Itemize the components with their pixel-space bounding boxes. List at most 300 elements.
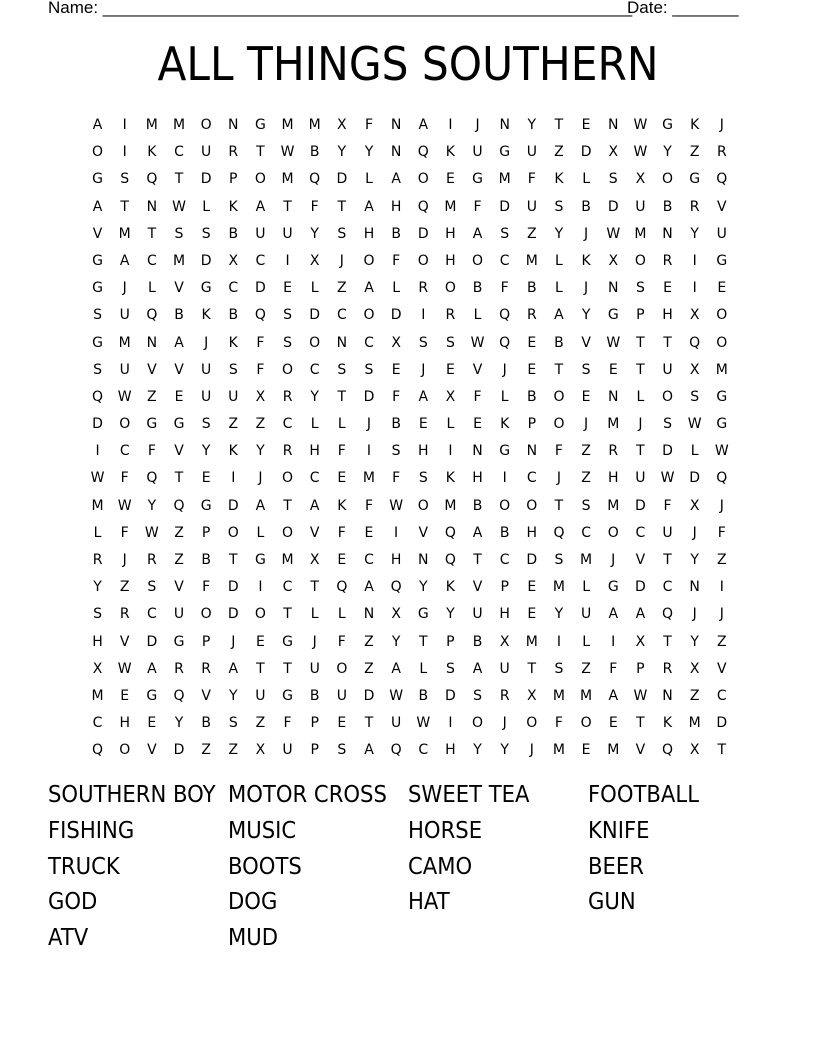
- grid-letter: A: [608, 606, 619, 623]
- grid-letter: U: [201, 361, 212, 378]
- grid-letter: N: [146, 334, 158, 351]
- grid-letter: E: [391, 361, 401, 378]
- grid-letter: G: [607, 307, 619, 324]
- grid-letter: P: [229, 171, 238, 188]
- grid-letter: B: [581, 198, 591, 215]
- grid-letter: F: [392, 388, 401, 405]
- grid-letter: M: [634, 225, 647, 242]
- grid-letter: X: [255, 388, 266, 405]
- grid-letter: C: [282, 416, 293, 433]
- grid-letter: L: [582, 633, 590, 650]
- grid-letter: A: [255, 497, 266, 514]
- grid-letter: L: [473, 307, 482, 324]
- grid-letter: S: [201, 225, 211, 242]
- grid-letter: A: [364, 198, 374, 215]
- worksheet-header: [48, 0, 748, 22]
- grid-letter: S: [445, 334, 455, 351]
- grid-letter: V: [309, 524, 320, 541]
- grid-letter: J: [584, 416, 589, 433]
- date-field-label: Date: _______: [627, 0, 739, 17]
- grid-letter: N: [472, 443, 483, 460]
- grid-letter: U: [119, 307, 130, 324]
- grid-letter: B: [662, 198, 673, 215]
- grid-letter: E: [201, 470, 211, 487]
- grid-letter: E: [473, 416, 482, 433]
- grid-letter: I: [258, 579, 263, 596]
- grid-letter: J: [122, 280, 127, 297]
- grid-letter: U: [716, 225, 727, 242]
- grid-letter: G: [173, 416, 185, 433]
- grid-letter: C: [92, 715, 103, 732]
- grid-letter: Z: [581, 443, 591, 460]
- grid-letter: H: [499, 606, 510, 623]
- grid-letter: S: [418, 470, 428, 487]
- grid-letter: K: [445, 470, 455, 487]
- grid-letter: M: [607, 416, 620, 433]
- grid-letter: O: [282, 470, 294, 487]
- grid-letter: H: [390, 198, 402, 215]
- grid-letter: S: [473, 687, 482, 704]
- grid-letter: A: [472, 225, 483, 242]
- grid-letter: C: [336, 307, 347, 324]
- grid-letter: Y: [554, 225, 564, 242]
- grid-letter: I: [448, 715, 453, 732]
- grid-letter: W: [606, 334, 621, 351]
- grid-letter: J: [502, 715, 507, 732]
- grid-letter: F: [554, 443, 563, 460]
- grid-letter: Q: [444, 552, 456, 568]
- grid-letter: T: [147, 225, 157, 242]
- grid-row: [84, 465, 736, 492]
- grid-letter: A: [147, 660, 157, 677]
- grid-letter: N: [499, 117, 510, 133]
- grid-letter: S: [93, 606, 103, 623]
- grid-letter: R: [716, 144, 727, 161]
- grid-letter: P: [201, 633, 211, 650]
- grid-letter: A: [472, 660, 483, 677]
- grid-letter: X: [309, 252, 320, 269]
- grid-letter: Q: [146, 470, 158, 487]
- grid-letter: X: [689, 361, 700, 378]
- grid-letter: C: [581, 524, 591, 541]
- grid-letter: O: [472, 252, 484, 269]
- grid-letter: D: [580, 144, 592, 161]
- grid-letter: O: [200, 117, 212, 133]
- grid-letter: Y: [473, 742, 482, 759]
- grid-letter: H: [363, 225, 375, 242]
- word-bank-item: SOUTHERN BOY: [48, 782, 216, 808]
- grid-letter: P: [201, 524, 211, 541]
- grid-letter: E: [418, 416, 428, 433]
- grid-letter: K: [690, 117, 700, 133]
- grid-letter: Z: [174, 552, 184, 568]
- grid-letter: W: [606, 225, 621, 242]
- grid-letter: I: [366, 443, 372, 460]
- grid-letter: E: [581, 388, 591, 405]
- grid-letter: D: [200, 171, 212, 188]
- grid-letter: R: [418, 280, 429, 297]
- grid-letter: E: [364, 524, 374, 541]
- grid-letter: S: [93, 361, 103, 378]
- grid-letter: X: [255, 742, 266, 759]
- grid-row: [84, 194, 736, 221]
- word-bank-item: FISHING: [48, 817, 135, 844]
- grid-row: [84, 737, 736, 764]
- grid-letter: W: [389, 497, 404, 514]
- grid-letter: T: [120, 198, 129, 215]
- grid-letter: V: [147, 361, 157, 378]
- grid-letter: N: [689, 579, 700, 596]
- grid-letter: X: [499, 633, 510, 650]
- grid-letter: O: [526, 715, 538, 732]
- grid-letter: E: [663, 280, 672, 297]
- grid-letter: Y: [581, 307, 591, 324]
- grid-letter: C: [635, 524, 646, 541]
- grid-letter: E: [337, 552, 347, 568]
- grid-letter: T: [174, 470, 184, 487]
- grid-letter: J: [502, 361, 507, 378]
- grid-letter: I: [231, 470, 236, 487]
- grid-letter: G: [92, 252, 103, 269]
- grid-letter: U: [119, 361, 130, 378]
- grid-letter: O: [634, 252, 646, 269]
- grid-letter: E: [581, 117, 591, 133]
- grid-letter: I: [692, 280, 697, 297]
- grid-letter: D: [200, 252, 212, 269]
- grid-letter: Y: [527, 117, 537, 133]
- grid-letter: H: [445, 742, 456, 759]
- grid-letter: B: [391, 416, 401, 433]
- grid-letter: M: [552, 687, 565, 704]
- grid-letter: M: [308, 117, 321, 133]
- grid-letter: C: [309, 361, 320, 378]
- grid-letter: A: [364, 742, 374, 759]
- grid-letter: G: [92, 280, 103, 297]
- grid-letter: C: [282, 579, 293, 596]
- grid-letter: S: [337, 742, 347, 759]
- grid-letter: R: [689, 198, 700, 215]
- grid-letter: U: [309, 660, 320, 677]
- grid-letter: Z: [228, 416, 239, 433]
- grid-letter: V: [174, 361, 184, 378]
- grid-letter: K: [500, 416, 510, 433]
- grid-letter: W: [633, 687, 648, 704]
- grid-letter: G: [282, 633, 293, 650]
- grid-letter: G: [92, 334, 103, 351]
- grid-letter: Q: [146, 171, 158, 188]
- grid-letter: Q: [146, 307, 158, 324]
- grid-letter: G: [173, 633, 185, 650]
- grid-letter: M: [552, 579, 565, 596]
- grid-letter: J: [692, 606, 697, 623]
- grid-letter: T: [283, 497, 292, 514]
- grid-letter: S: [608, 171, 618, 188]
- grid-letter: J: [584, 225, 589, 242]
- grid-letter: D: [634, 497, 646, 514]
- word-bank-item: FOOTBALL: [588, 782, 699, 808]
- grid-letter: O: [716, 307, 728, 324]
- grid-letter: E: [147, 715, 157, 732]
- grid-letter: U: [526, 144, 537, 161]
- grid-letter: K: [337, 497, 347, 514]
- grid-letter: E: [283, 280, 292, 297]
- grid-letter: G: [716, 252, 728, 269]
- grid-row: [84, 438, 736, 465]
- grid-row: [84, 520, 736, 547]
- grid-letter: O: [119, 742, 131, 759]
- grid-letter: E: [527, 361, 537, 378]
- grid-letter: O: [417, 171, 429, 188]
- grid-letter: N: [146, 198, 158, 215]
- grid-letter: W: [714, 443, 729, 460]
- grid-letter: T: [174, 171, 184, 188]
- grid-row: [84, 710, 736, 737]
- grid-letter: R: [282, 443, 293, 460]
- grid-letter: N: [390, 144, 402, 161]
- grid-letter: B: [554, 334, 564, 351]
- grid-letter: W: [90, 470, 105, 487]
- grid-letter: C: [418, 742, 429, 759]
- grid-letter: L: [337, 606, 346, 623]
- grid-letter: T: [256, 660, 265, 677]
- grid-letter: D: [227, 579, 239, 596]
- grid-letter: L: [337, 416, 346, 433]
- grid-letter: U: [635, 198, 646, 215]
- grid-letter: J: [556, 470, 562, 487]
- grid-letter: D: [363, 687, 375, 704]
- grid-letter: O: [417, 497, 429, 514]
- word-bank-item: CAMO: [408, 853, 473, 880]
- grid-letter: F: [717, 524, 726, 541]
- grid-letter: R: [201, 660, 211, 677]
- grid-letter: F: [120, 470, 129, 487]
- grid-letter: N: [418, 552, 429, 568]
- grid-letter: N: [608, 280, 619, 297]
- grid-letter: T: [256, 144, 265, 161]
- grid-letter: G: [716, 416, 728, 433]
- grid-letter: D: [92, 416, 103, 433]
- grid-letter: W: [117, 660, 132, 677]
- grid-letter: B: [201, 715, 211, 732]
- grid-letter: I: [448, 117, 453, 133]
- grid-letter: R: [92, 552, 103, 568]
- grid-letter: O: [282, 361, 294, 378]
- grid-letter: L: [310, 280, 319, 297]
- grid-letter: A: [174, 334, 184, 351]
- grid-row: [84, 574, 736, 601]
- grid-letter: H: [526, 524, 538, 541]
- grid-letter: J: [719, 606, 724, 623]
- grid-letter: F: [663, 497, 672, 514]
- grid-letter: U: [255, 687, 266, 704]
- grid-letter: Y: [690, 225, 699, 242]
- grid-letter: J: [611, 552, 616, 568]
- grid-letter: F: [310, 198, 319, 215]
- grid-letter: N: [608, 388, 619, 405]
- grid-letter: T: [283, 660, 292, 677]
- grid-letter: M: [525, 633, 538, 650]
- grid-letter: B: [527, 388, 537, 405]
- grid-letter: S: [283, 334, 292, 351]
- grid-letter: T: [418, 633, 428, 650]
- grid-letter: P: [636, 660, 645, 677]
- grid-letter: R: [499, 687, 510, 704]
- word-bank-item: MOTOR CROSS: [228, 782, 387, 808]
- grid-letter: E: [527, 579, 537, 596]
- word-bank-item: MUSIC: [228, 817, 297, 844]
- word-bank-item: BOOTS: [228, 853, 302, 880]
- grid-letter: W: [144, 524, 159, 541]
- grid-letter: U: [228, 388, 239, 405]
- grid-letter: T: [717, 742, 727, 759]
- word-bank-item: KNIFE: [588, 817, 650, 844]
- grid-letter: Q: [417, 198, 429, 215]
- grid-letter: L: [582, 579, 590, 596]
- grid-letter: F: [554, 715, 563, 732]
- grid-letter: U: [472, 606, 483, 623]
- word-bank-item: BEER: [588, 853, 644, 880]
- grid-letter: I: [448, 443, 453, 460]
- grid-letter: Q: [390, 579, 402, 596]
- grid-letter: E: [255, 633, 265, 650]
- grid-letter: Y: [310, 388, 319, 405]
- grid-letter: E: [445, 361, 455, 378]
- grid-letter: Y: [554, 606, 564, 623]
- grid-letter: Z: [364, 633, 374, 650]
- grid-letter: T: [310, 579, 319, 596]
- grid-letter: L: [500, 388, 509, 405]
- grid-letter: S: [283, 307, 292, 324]
- grid-letter: K: [201, 307, 211, 324]
- grid-letter: T: [663, 633, 672, 650]
- grid-letter: Y: [174, 715, 184, 732]
- grid-letter: S: [364, 361, 374, 378]
- grid-letter: F: [337, 524, 346, 541]
- grid-letter: G: [417, 606, 429, 623]
- grid-letter: H: [607, 470, 619, 487]
- grid-letter: T: [283, 606, 292, 623]
- grid-letter: B: [472, 497, 483, 514]
- grid-letter: A: [255, 198, 266, 215]
- grid-letter: A: [309, 497, 320, 514]
- grid-letter: T: [554, 497, 564, 514]
- grid-letter: E: [527, 334, 537, 351]
- grid-letter: L: [365, 171, 373, 188]
- grid-letter: L: [310, 606, 319, 623]
- grid-letter: O: [336, 660, 348, 677]
- word-bank-row: [48, 885, 768, 921]
- grid-letter: N: [228, 117, 239, 133]
- grid-letter: S: [337, 361, 347, 378]
- grid-letter: P: [310, 742, 319, 759]
- grid-letter: P: [500, 579, 509, 596]
- grid-letter: N: [526, 443, 538, 460]
- grid-letter: M: [715, 361, 728, 378]
- grid-letter: X: [689, 497, 700, 514]
- grid-letter: F: [392, 252, 401, 269]
- grid-letter: E: [527, 606, 537, 623]
- grid-letter: C: [364, 334, 374, 351]
- grid-letter: E: [608, 715, 618, 732]
- grid-letter: T: [636, 334, 645, 351]
- grid-letter: L: [310, 416, 319, 433]
- grid-letter: Z: [119, 579, 130, 596]
- grid-letter: G: [200, 497, 212, 514]
- grid-row: [84, 302, 736, 329]
- grid-letter: J: [475, 117, 480, 133]
- grid-row: [84, 493, 736, 520]
- grid-letter: C: [309, 470, 320, 487]
- grid-letter: G: [254, 552, 266, 568]
- grid-letter: B: [309, 687, 320, 704]
- grid-row: [84, 656, 736, 683]
- grid-letter: D: [662, 443, 673, 460]
- grid-letter: I: [692, 252, 697, 269]
- grid-letter: A: [472, 524, 483, 541]
- word-bank-item: DOG: [228, 889, 278, 916]
- grid-letter: M: [362, 470, 376, 487]
- grid-letter: U: [336, 687, 347, 704]
- grid-letter: V: [717, 198, 727, 215]
- grid-row: [84, 601, 736, 628]
- grid-letter: R: [445, 307, 456, 324]
- grid-letter: Y: [364, 144, 374, 161]
- grid-letter: K: [445, 144, 455, 161]
- grid-letter: M: [444, 497, 457, 514]
- grid-letter: B: [201, 552, 211, 568]
- grid-letter: G: [499, 144, 511, 161]
- grid-letter: C: [526, 470, 537, 487]
- grid-letter: J: [529, 742, 534, 759]
- grid-letter: B: [391, 225, 401, 242]
- grid-letter: S: [635, 280, 645, 297]
- grid-letter: F: [364, 497, 373, 514]
- grid-letter: W: [660, 470, 675, 487]
- grid-letter: F: [364, 117, 373, 133]
- grid-letter: T: [636, 361, 645, 378]
- grid-letter: D: [146, 633, 158, 650]
- grid-letter: D: [173, 742, 185, 759]
- word-bank-item: MUD: [228, 925, 279, 952]
- grid-letter: D: [634, 579, 646, 596]
- grid-letter: E: [174, 388, 184, 405]
- grid-letter: X: [608, 252, 619, 269]
- grid-letter: F: [392, 470, 401, 487]
- grid-letter: O: [363, 252, 375, 269]
- grid-letter: T: [337, 198, 347, 215]
- grid-letter: F: [256, 334, 265, 351]
- grid-letter: M: [580, 687, 593, 704]
- grid-letter: Q: [309, 171, 321, 188]
- grid-letter: D: [716, 715, 728, 732]
- grid-letter: A: [391, 171, 401, 188]
- grid-letter: O: [580, 715, 592, 732]
- grid-letter: F: [527, 171, 536, 188]
- grid-letter: Z: [527, 225, 537, 242]
- grid-letter: M: [145, 117, 158, 133]
- grid-letter: N: [336, 334, 348, 351]
- grid-letter: Y: [690, 633, 699, 650]
- grid-row: [84, 275, 736, 302]
- grid-letter: Q: [417, 144, 429, 161]
- grid-letter: L: [690, 443, 699, 460]
- grid-letter: G: [607, 579, 619, 596]
- word-bank-item: SWEET TEA: [408, 782, 530, 808]
- grid-letter: C: [716, 687, 727, 704]
- grid-letter: M: [118, 334, 131, 351]
- grid-letter: I: [719, 579, 724, 596]
- grid-letter: J: [204, 334, 209, 351]
